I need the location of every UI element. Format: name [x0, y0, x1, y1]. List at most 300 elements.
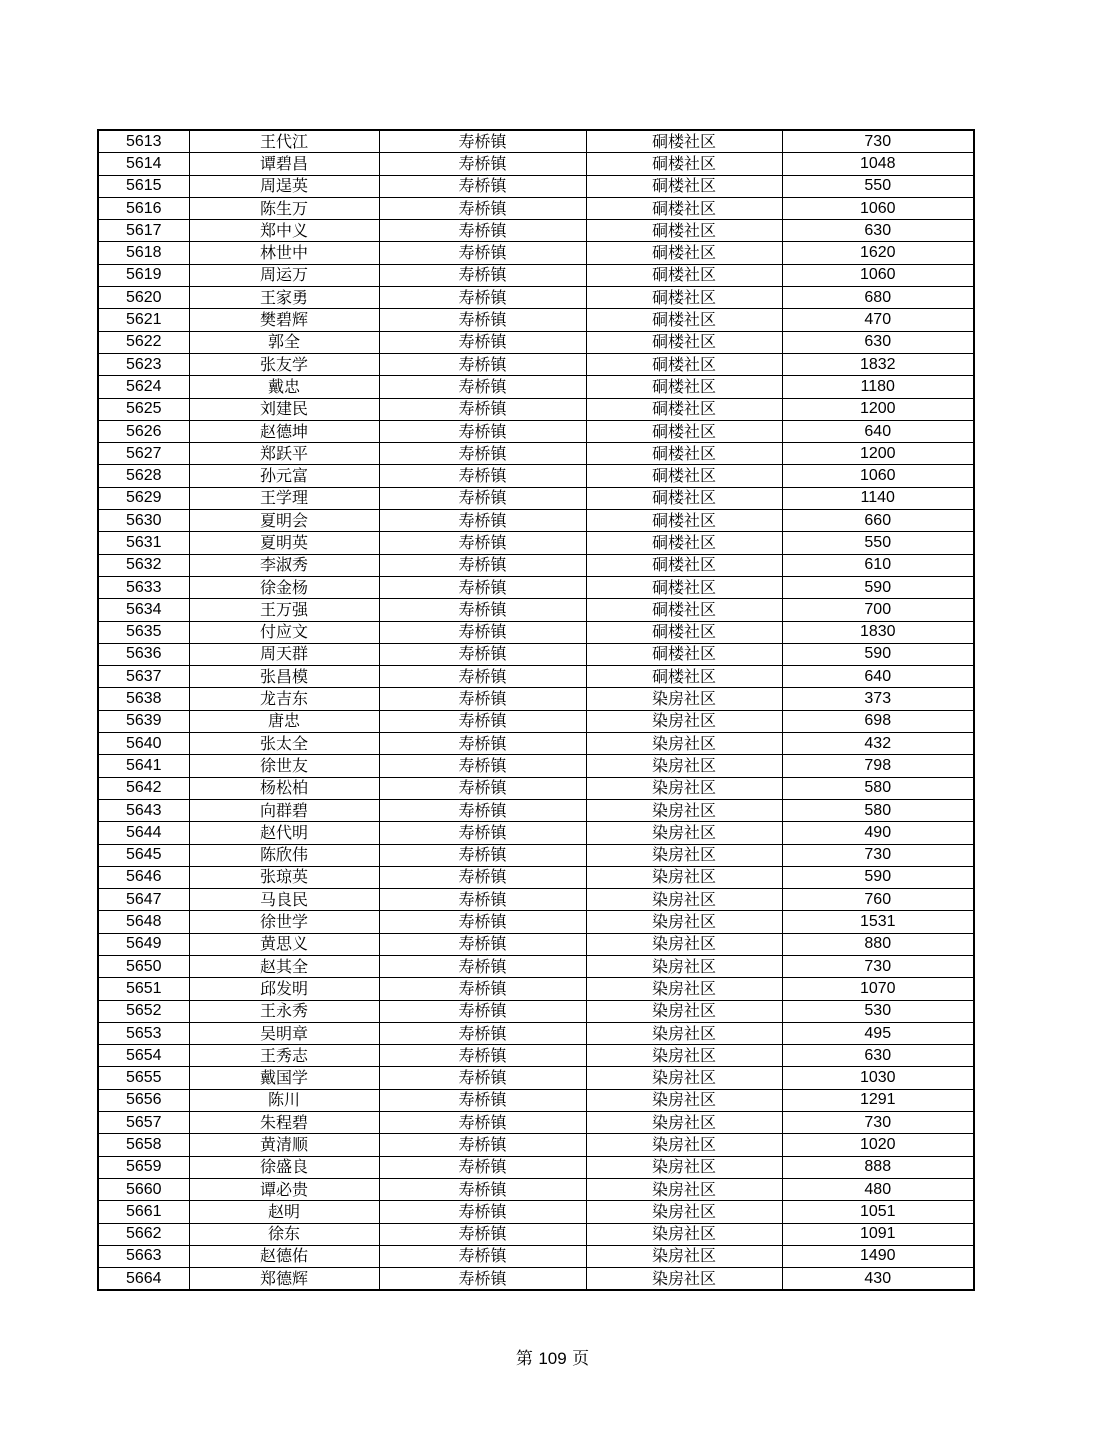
name-cell: 张琼英: [189, 866, 379, 888]
table-row: [98, 1067, 974, 1089]
table-row: [98, 197, 974, 219]
town-cell: 寿桥镇: [379, 398, 586, 420]
community-cell: 染房社区: [586, 1000, 782, 1022]
record-number-cell: 5639: [98, 710, 189, 732]
name-cell: 王代江: [189, 130, 379, 153]
record-number-cell: 5616: [98, 197, 189, 219]
amount-cell: 373: [782, 688, 974, 710]
table-row: [98, 1156, 974, 1178]
name-cell: 郑跃平: [189, 443, 379, 465]
town-cell: 寿桥镇: [379, 777, 586, 799]
amount-cell: 730: [782, 955, 974, 977]
record-number-cell: 5614: [98, 153, 189, 175]
table-row: [98, 777, 974, 799]
amount-cell: 798: [782, 755, 974, 777]
table-row: [98, 175, 974, 197]
name-cell: 龙吉东: [189, 688, 379, 710]
town-cell: 寿桥镇: [379, 978, 586, 1000]
amount-cell: 480: [782, 1178, 974, 1200]
table-row: [98, 889, 974, 911]
community-cell: 染房社区: [586, 933, 782, 955]
amount-cell: 630: [782, 331, 974, 353]
record-number-cell: 5652: [98, 1000, 189, 1022]
community-cell: 硐楼社区: [586, 621, 782, 643]
table-row: [98, 933, 974, 955]
town-cell: 寿桥镇: [379, 822, 586, 844]
name-cell: 陈川: [189, 1089, 379, 1111]
table-row: [98, 688, 974, 710]
record-number-cell: 5638: [98, 688, 189, 710]
town-cell: 寿桥镇: [379, 911, 586, 933]
community-cell: 染房社区: [586, 955, 782, 977]
amount-cell: 730: [782, 130, 974, 153]
community-cell: 硐楼社区: [586, 153, 782, 175]
table-row: [98, 576, 974, 598]
town-cell: 寿桥镇: [379, 487, 586, 509]
community-cell: 硐楼社区: [586, 510, 782, 532]
name-cell: 唐忠: [189, 710, 379, 732]
name-cell: 陈欣伟: [189, 844, 379, 866]
name-cell: 徐东: [189, 1223, 379, 1245]
name-cell: 孙元富: [189, 465, 379, 487]
town-cell: 寿桥镇: [379, 1201, 586, 1223]
amount-cell: 1060: [782, 197, 974, 219]
amount-cell: 610: [782, 554, 974, 576]
record-number-cell: 5647: [98, 889, 189, 911]
table-row: [98, 1245, 974, 1267]
table-row: [98, 465, 974, 487]
name-cell: 李淑秀: [189, 554, 379, 576]
community-cell: 硐楼社区: [586, 309, 782, 331]
town-cell: 寿桥镇: [379, 1134, 586, 1156]
community-cell: 硐楼社区: [586, 264, 782, 286]
table-row: [98, 710, 974, 732]
town-cell: 寿桥镇: [379, 197, 586, 219]
town-cell: 寿桥镇: [379, 1022, 586, 1044]
community-cell: 染房社区: [586, 822, 782, 844]
amount-cell: 1291: [782, 1089, 974, 1111]
amount-cell: 660: [782, 510, 974, 532]
town-cell: 寿桥镇: [379, 264, 586, 286]
community-cell: 染房社区: [586, 733, 782, 755]
town-cell: 寿桥镇: [379, 1000, 586, 1022]
record-number-cell: 5615: [98, 175, 189, 197]
community-cell: 染房社区: [586, 710, 782, 732]
town-cell: 寿桥镇: [379, 153, 586, 175]
record-number-cell: 5622: [98, 331, 189, 353]
page-number-prefix: 第: [515, 1349, 533, 1369]
name-cell: 王万强: [189, 599, 379, 621]
amount-cell: 432: [782, 733, 974, 755]
community-cell: 染房社区: [586, 1223, 782, 1245]
table-row: [98, 666, 974, 688]
community-cell: 染房社区: [586, 1045, 782, 1067]
record-number-cell: 5634: [98, 599, 189, 621]
table-row: [98, 554, 974, 576]
name-cell: 陈生万: [189, 197, 379, 219]
table-row: [98, 353, 974, 375]
record-number-cell: 5663: [98, 1245, 189, 1267]
community-cell: 染房社区: [586, 755, 782, 777]
community-cell: 硐楼社区: [586, 666, 782, 688]
amount-cell: 1140: [782, 487, 974, 509]
community-cell: 染房社区: [586, 978, 782, 1000]
community-cell: 染房社区: [586, 688, 782, 710]
record-number-cell: 5657: [98, 1112, 189, 1134]
name-cell: 夏明会: [189, 510, 379, 532]
town-cell: 寿桥镇: [379, 621, 586, 643]
amount-cell: 1832: [782, 353, 974, 375]
town-cell: 寿桥镇: [379, 242, 586, 264]
record-number-cell: 5653: [98, 1022, 189, 1044]
community-cell: 硐楼社区: [586, 130, 782, 153]
town-cell: 寿桥镇: [379, 666, 586, 688]
name-cell: 樊碧辉: [189, 309, 379, 331]
record-number-cell: 5618: [98, 242, 189, 264]
record-number-cell: 5658: [98, 1134, 189, 1156]
record-number-cell: 5654: [98, 1045, 189, 1067]
community-cell: 硐楼社区: [586, 242, 782, 264]
town-cell: 寿桥镇: [379, 353, 586, 375]
amount-cell: 680: [782, 287, 974, 309]
town-cell: 寿桥镇: [379, 1223, 586, 1245]
record-number-cell: 5650: [98, 955, 189, 977]
community-cell: 硐楼社区: [586, 287, 782, 309]
town-cell: 寿桥镇: [379, 710, 586, 732]
amount-cell: 630: [782, 220, 974, 242]
amount-cell: 1091: [782, 1223, 974, 1245]
name-cell: 林世中: [189, 242, 379, 264]
table-row: [98, 130, 974, 153]
table-row: [98, 220, 974, 242]
record-number-cell: 5661: [98, 1201, 189, 1223]
record-number-cell: 5637: [98, 666, 189, 688]
record-number-cell: 5641: [98, 755, 189, 777]
table-row: [98, 331, 974, 353]
table-row: [98, 153, 974, 175]
name-cell: 张太全: [189, 733, 379, 755]
name-cell: 刘建民: [189, 398, 379, 420]
community-cell: 染房社区: [586, 1245, 782, 1267]
table-row: [98, 643, 974, 665]
town-cell: 寿桥镇: [379, 376, 586, 398]
amount-cell: 698: [782, 710, 974, 732]
table-row: [98, 955, 974, 977]
town-cell: 寿桥镇: [379, 287, 586, 309]
table-row: [98, 1178, 974, 1200]
town-cell: 寿桥镇: [379, 889, 586, 911]
amount-cell: 590: [782, 866, 974, 888]
amount-cell: 1048: [782, 153, 974, 175]
table-row: [98, 1223, 974, 1245]
table-row: [98, 1022, 974, 1044]
amount-cell: 700: [782, 599, 974, 621]
community-cell: 染房社区: [586, 844, 782, 866]
town-cell: 寿桥镇: [379, 799, 586, 821]
table-row: [98, 978, 974, 1000]
amount-cell: 530: [782, 1000, 974, 1022]
town-cell: 寿桥镇: [379, 465, 586, 487]
town-cell: 寿桥镇: [379, 576, 586, 598]
amount-cell: 1490: [782, 1245, 974, 1267]
name-cell: 王学理: [189, 487, 379, 509]
name-cell: 赵明: [189, 1201, 379, 1223]
amount-cell: 880: [782, 933, 974, 955]
record-number-cell: 5651: [98, 978, 189, 1000]
town-cell: 寿桥镇: [379, 933, 586, 955]
community-cell: 染房社区: [586, 889, 782, 911]
amount-cell: 580: [782, 799, 974, 821]
table-row: [98, 376, 974, 398]
name-cell: 赵代明: [189, 822, 379, 844]
name-cell: 杨松柏: [189, 777, 379, 799]
name-cell: 马良民: [189, 889, 379, 911]
town-cell: 寿桥镇: [379, 755, 586, 777]
community-cell: 硐楼社区: [586, 643, 782, 665]
record-number-cell: 5664: [98, 1268, 189, 1291]
table-row: [98, 822, 974, 844]
record-number-cell: 5627: [98, 443, 189, 465]
record-number-cell: 5632: [98, 554, 189, 576]
page-number-suffix: 页: [572, 1349, 590, 1369]
name-cell: 谭碧昌: [189, 153, 379, 175]
record-number-cell: 5640: [98, 733, 189, 755]
record-number-cell: 5621: [98, 309, 189, 331]
record-number-cell: 5630: [98, 510, 189, 532]
record-number-cell: 5619: [98, 264, 189, 286]
name-cell: 张昌模: [189, 666, 379, 688]
name-cell: 徐金杨: [189, 576, 379, 598]
name-cell: 徐世友: [189, 755, 379, 777]
community-cell: 染房社区: [586, 1022, 782, 1044]
name-cell: 朱程碧: [189, 1112, 379, 1134]
table-row: [98, 799, 974, 821]
town-cell: 寿桥镇: [379, 510, 586, 532]
record-number-cell: 5649: [98, 933, 189, 955]
name-cell: 谭必贵: [189, 1178, 379, 1200]
community-cell: 硐楼社区: [586, 220, 782, 242]
town-cell: 寿桥镇: [379, 733, 586, 755]
amount-cell: 1620: [782, 242, 974, 264]
table-row: [98, 911, 974, 933]
community-cell: 染房社区: [586, 1201, 782, 1223]
town-cell: 寿桥镇: [379, 955, 586, 977]
table-row: [98, 242, 974, 264]
record-number-cell: 5646: [98, 866, 189, 888]
roster-table-body: [98, 130, 974, 1290]
record-number-cell: 5613: [98, 130, 189, 153]
name-cell: 戴忠: [189, 376, 379, 398]
amount-cell: 1030: [782, 1067, 974, 1089]
town-cell: 寿桥镇: [379, 1156, 586, 1178]
town-cell: 寿桥镇: [379, 1178, 586, 1200]
record-number-cell: 5624: [98, 376, 189, 398]
table-row: [98, 621, 974, 643]
name-cell: 赵德坤: [189, 420, 379, 442]
town-cell: 寿桥镇: [379, 331, 586, 353]
record-number-cell: 5620: [98, 287, 189, 309]
community-cell: 染房社区: [586, 1134, 782, 1156]
amount-cell: 1060: [782, 465, 974, 487]
community-cell: 硐楼社区: [586, 331, 782, 353]
record-number-cell: 5644: [98, 822, 189, 844]
record-number-cell: 5662: [98, 1223, 189, 1245]
amount-cell: 1051: [782, 1201, 974, 1223]
name-cell: 付应文: [189, 621, 379, 643]
community-cell: 硐楼社区: [586, 353, 782, 375]
community-cell: 硐楼社区: [586, 443, 782, 465]
town-cell: 寿桥镇: [379, 130, 586, 153]
town-cell: 寿桥镇: [379, 420, 586, 442]
community-cell: 硐楼社区: [586, 465, 782, 487]
name-cell: 王家勇: [189, 287, 379, 309]
record-number-cell: 5617: [98, 220, 189, 242]
table-row: [98, 1201, 974, 1223]
roster-table: [97, 129, 975, 1291]
table-row: [98, 420, 974, 442]
record-number-cell: 5628: [98, 465, 189, 487]
name-cell: 徐世学: [189, 911, 379, 933]
name-cell: 周天群: [189, 643, 379, 665]
record-number-cell: 5633: [98, 576, 189, 598]
town-cell: 寿桥镇: [379, 599, 586, 621]
community-cell: 染房社区: [586, 1156, 782, 1178]
town-cell: 寿桥镇: [379, 1067, 586, 1089]
community-cell: 染房社区: [586, 1089, 782, 1111]
community-cell: 硐楼社区: [586, 197, 782, 219]
amount-cell: 550: [782, 175, 974, 197]
community-cell: 硐楼社区: [586, 175, 782, 197]
table-row: [98, 487, 974, 509]
amount-cell: 1070: [782, 978, 974, 1000]
amount-cell: 590: [782, 643, 974, 665]
name-cell: 戴国学: [189, 1067, 379, 1089]
table-row: [98, 599, 974, 621]
record-number-cell: 5629: [98, 487, 189, 509]
table-row: [98, 510, 974, 532]
town-cell: 寿桥镇: [379, 443, 586, 465]
community-cell: 染房社区: [586, 1067, 782, 1089]
table-row: [98, 733, 974, 755]
community-cell: 硐楼社区: [586, 532, 782, 554]
page-footer: [0, 1344, 1105, 1369]
record-number-cell: 5625: [98, 398, 189, 420]
table-row: [98, 398, 974, 420]
community-cell: 硐楼社区: [586, 576, 782, 598]
town-cell: 寿桥镇: [379, 866, 586, 888]
table-row: [98, 755, 974, 777]
amount-cell: 550: [782, 532, 974, 554]
amount-cell: 495: [782, 1022, 974, 1044]
name-cell: 邱发明: [189, 978, 379, 1000]
amount-cell: 1060: [782, 264, 974, 286]
amount-cell: 470: [782, 309, 974, 331]
table-row: [98, 532, 974, 554]
amount-cell: 1200: [782, 443, 974, 465]
table-row: [98, 844, 974, 866]
record-number-cell: 5623: [98, 353, 189, 375]
town-cell: 寿桥镇: [379, 1089, 586, 1111]
name-cell: 黄清顺: [189, 1134, 379, 1156]
community-cell: 硐楼社区: [586, 599, 782, 621]
name-cell: 赵其全: [189, 955, 379, 977]
town-cell: 寿桥镇: [379, 309, 586, 331]
amount-cell: 1830: [782, 621, 974, 643]
page-number: 109: [538, 1349, 567, 1368]
table-row: [98, 287, 974, 309]
community-cell: 硐楼社区: [586, 420, 782, 442]
name-cell: 周运万: [189, 264, 379, 286]
record-number-cell: 5642: [98, 777, 189, 799]
town-cell: 寿桥镇: [379, 643, 586, 665]
community-cell: 染房社区: [586, 799, 782, 821]
community-cell: 硐楼社区: [586, 487, 782, 509]
table-row: [98, 443, 974, 465]
record-number-cell: 5643: [98, 799, 189, 821]
name-cell: 黄思义: [189, 933, 379, 955]
amount-cell: 888: [782, 1156, 974, 1178]
table-row: [98, 1112, 974, 1134]
table-row: [98, 1089, 974, 1111]
amount-cell: 1531: [782, 911, 974, 933]
town-cell: 寿桥镇: [379, 844, 586, 866]
table-row: [98, 1045, 974, 1067]
amount-cell: 1180: [782, 376, 974, 398]
table-row: [98, 309, 974, 331]
community-cell: 染房社区: [586, 777, 782, 799]
town-cell: 寿桥镇: [379, 554, 586, 576]
town-cell: 寿桥镇: [379, 688, 586, 710]
community-cell: 染房社区: [586, 911, 782, 933]
amount-cell: 730: [782, 1112, 974, 1134]
record-number-cell: 5645: [98, 844, 189, 866]
record-number-cell: 5648: [98, 911, 189, 933]
town-cell: 寿桥镇: [379, 1245, 586, 1267]
name-cell: 郭全: [189, 331, 379, 353]
amount-cell: 640: [782, 666, 974, 688]
community-cell: 染房社区: [586, 866, 782, 888]
table-row: [98, 264, 974, 286]
name-cell: 郑中义: [189, 220, 379, 242]
amount-cell: 590: [782, 576, 974, 598]
record-number-cell: 5655: [98, 1067, 189, 1089]
community-cell: 染房社区: [586, 1112, 782, 1134]
community-cell: 染房社区: [586, 1178, 782, 1200]
table-row: [98, 1000, 974, 1022]
amount-cell: 760: [782, 889, 974, 911]
amount-cell: 580: [782, 777, 974, 799]
record-number-cell: 5631: [98, 532, 189, 554]
amount-cell: 430: [782, 1268, 974, 1291]
table-row: [98, 1268, 974, 1291]
community-cell: 染房社区: [586, 1268, 782, 1291]
name-cell: 郑德辉: [189, 1268, 379, 1291]
table-row: [98, 866, 974, 888]
record-number-cell: 5636: [98, 643, 189, 665]
town-cell: 寿桥镇: [379, 532, 586, 554]
name-cell: 周逞英: [189, 175, 379, 197]
name-cell: 王永秀: [189, 1000, 379, 1022]
record-number-cell: 5659: [98, 1156, 189, 1178]
amount-cell: 490: [782, 822, 974, 844]
record-number-cell: 5635: [98, 621, 189, 643]
name-cell: 徐盛良: [189, 1156, 379, 1178]
amount-cell: 1200: [782, 398, 974, 420]
amount-cell: 730: [782, 844, 974, 866]
record-number-cell: 5660: [98, 1178, 189, 1200]
town-cell: 寿桥镇: [379, 175, 586, 197]
name-cell: 夏明英: [189, 532, 379, 554]
